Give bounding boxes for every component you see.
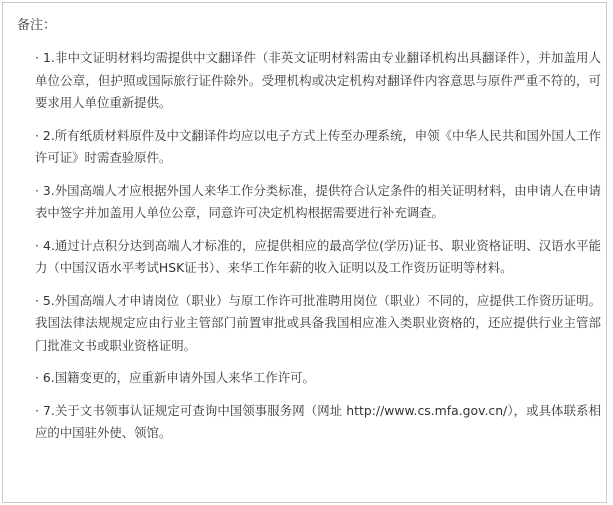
note-item-3: · 3.外国高端人才应根据外国人来华工作分类标准，提供符合认定条件的相关证明材料，由申请人在申请表中签字并加盖用人单位公章，同意许可决定机构根据需要进行补充调查。 <box>35 182 601 220</box>
notes-heading: 备注： <box>17 18 57 33</box>
note-item-5: · 5.外国高端人才申请岗位（职业）与原工作许可批准聘用岗位（职业）不同的，应提供工作资历证明。我国法律法规规定应由行业主管部门前置审批或具备我国相应准入类职业资格的，还应提供行业主管部门批准文书或职业资格证明。 <box>35 292 601 353</box>
notes-panel <box>2 2 607 503</box>
note-item-7: · 7.关于文书领事认证规定可查询中国领事服务网（网址 http://www.cs.mfa.gov.cn/），或具体联系相应的中国驻外使、领馆。 <box>35 402 601 440</box>
note-item-4: · 4.通过计点积分达到高端人才标准的，应提供相应的最高学位(学历)证书、职业资格证明、汉语水平能力（中国汉语水平考试HSK证书）、来华工作年薪的收入证明以及工作资历证明等材料。 <box>35 237 601 275</box>
note-item-1: · 1.非中文证明材料均需提供中文翻译件（非英文证明材料需由专业翻译机构出具翻译件），并加盖用人单位公章，但护照或国际旅行证件除外。受理机构或决定机构对翻译件内容意思与原件严重不符的，可要求用人单位重新提供。 <box>35 50 601 110</box>
note-item-6: · 6.国籍变更的，应重新申请外国人来华工作许可。 <box>35 370 315 385</box>
note-item-2: · 2.所有纸质材料原件及中文翻译件均应以电子方式上传至办理系统，申领《中华人民共和国外国人工作许可证》时需查验原件。 <box>35 127 601 165</box>
notes-list <box>35 47 601 455</box>
